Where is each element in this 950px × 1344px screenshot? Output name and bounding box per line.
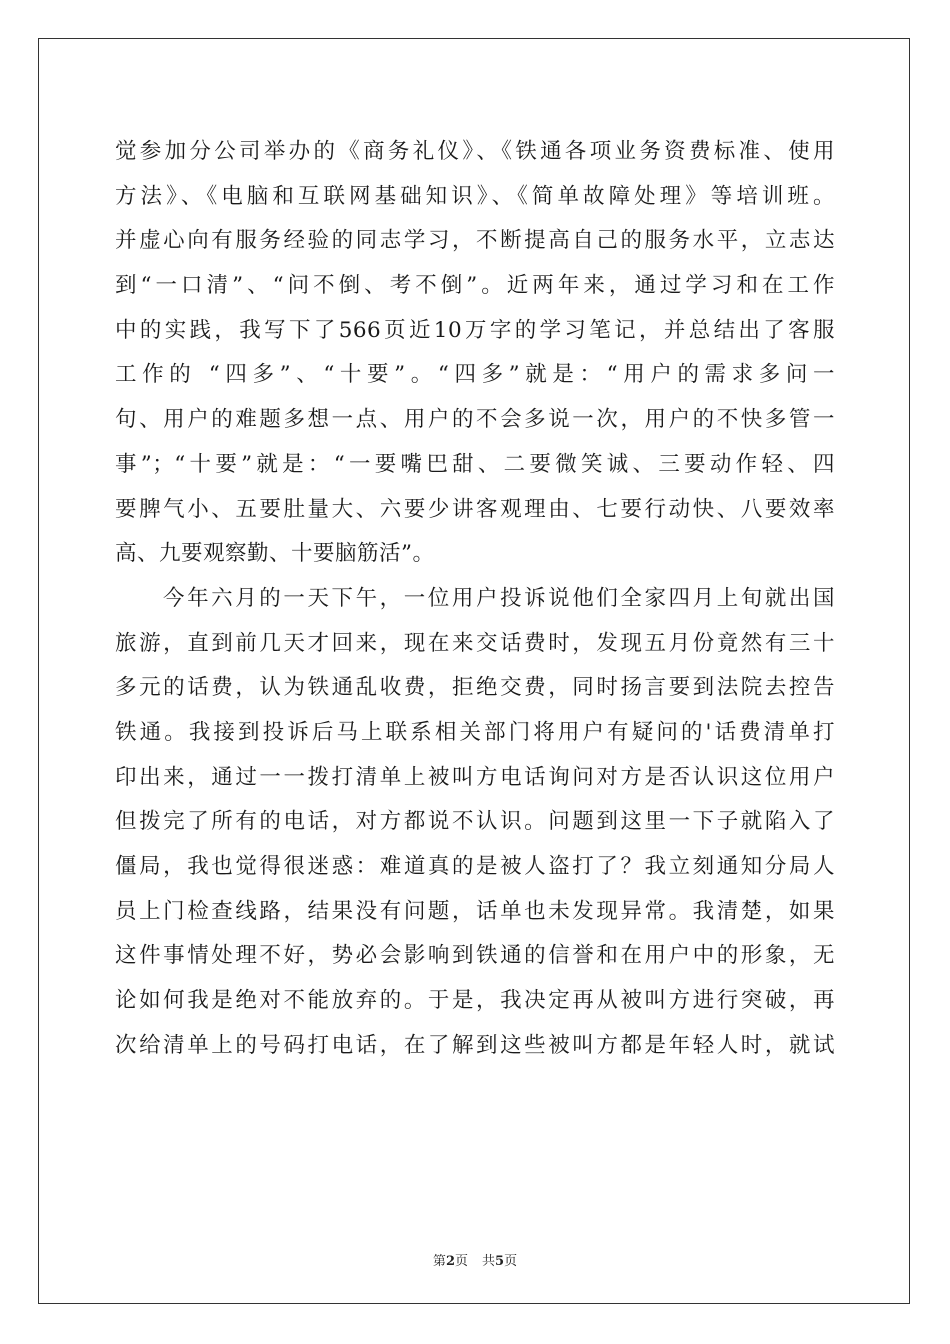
text-line: 今年六月的一天下午，一位用户投诉说他们全家四月上旬就出国: [163, 585, 835, 611]
text-line: 工作的 “四多”、“十要”。“四多”就是：“用户的需求多问一: [115, 362, 835, 388]
text-line: 觉参加分公司举办的《商务礼仪》、《铁通各项业务资费标准、使用: [115, 139, 835, 164]
text-line: 句、用户的难题多想一点、用户的不会多说一次，用户的不快多管一: [115, 407, 835, 433]
text-line: 中的实践，我写下了566页近10万字的学习笔记，并总结出了客服: [115, 317, 835, 343]
text-line: 高、九要观察勤、十要脑筋活”。: [115, 541, 435, 567]
text-line: 论如何我是绝对不能放弃的。于是，我决定再从被叫方进行突破，再: [115, 988, 835, 1014]
text-line: 铁通。我接到投诉后马上联系相关部门将用户有疑问的'话费清单打: [115, 719, 835, 745]
text-line: 这件事情处理不好，势必会影响到铁通的信誉和在用户中的形象，无: [115, 943, 835, 969]
text-line: 多元的话费，认为铁通乱收费，拒绝交费，同时扬言要到法院去控告: [115, 675, 835, 701]
document-body: [115, 130, 835, 1068]
page-prefix: 第: [432, 1254, 446, 1269]
text-line: 僵局，我也觉得很迷惑：难道真的是被人盗打了？我立刻通知分局人: [115, 854, 835, 879]
page-footer: [0, 1250, 950, 1269]
text-line: 旅游，直到前几天才回来，现在来交话费时，发现五月份竟然有三十: [115, 630, 835, 656]
text-line: 但拨完了所有的电话，对方都说不认识。问题到这里一下子就陷入了: [115, 809, 835, 835]
text-line: 员上门检查线路，结果没有问题，话单也未发现异常。我清楚，如果: [115, 898, 835, 924]
total-prefix: 共: [482, 1254, 496, 1269]
page-number: 2: [445, 1254, 455, 1269]
text-line: 方法》、《电脑和互联网基础知识》、《简单故障处理》等培训班。: [115, 183, 835, 209]
text-line: 并虚心向有服务经验的同志学习，不断提高自己的服务水平，立志达: [115, 228, 835, 254]
text-line: 印出来，通过一一拨打清单上被叫方电话询问对方是否认识这位用户: [115, 764, 835, 790]
page-suffix: 页: [454, 1254, 468, 1269]
text-line: 次给清单上的号码打电话，在了解到这些被叫方都是年轻人时，就试: [115, 1032, 835, 1058]
total-suffix: 页: [504, 1254, 518, 1269]
text-line: 事”；“十要”就是：“一要嘴巴甜、二要微笑诚、三要动作轻、四: [115, 451, 835, 477]
text-line: 到“一口清”、“问不倒、考不倒”。近两年来，通过学习和在工作: [115, 273, 835, 299]
text-line: 要脾气小、五要肚量大、六要少讲客观理由、七要行动快、八要效率: [115, 496, 835, 522]
total-pages: 5: [495, 1254, 505, 1269]
